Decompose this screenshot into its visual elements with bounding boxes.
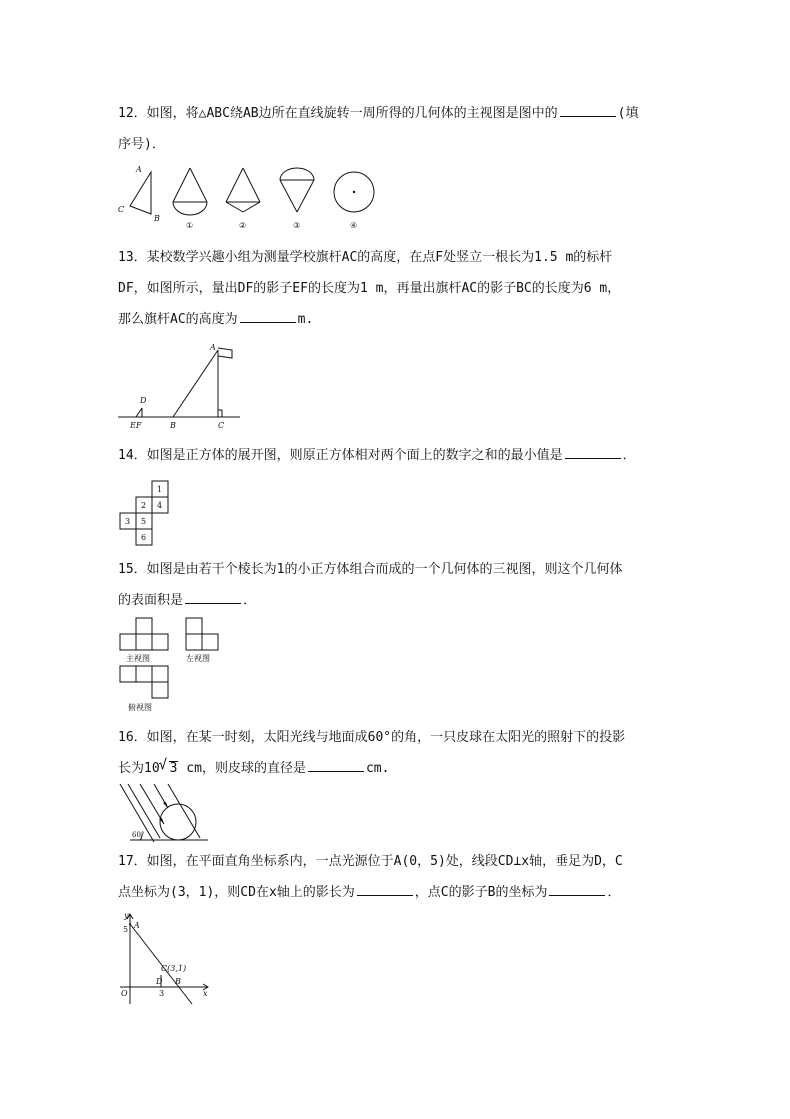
svg-text:③: ③ — [293, 221, 301, 230]
svg-text:A: A — [136, 165, 142, 174]
svg-text:6: 6 — [141, 533, 147, 542]
q16-line-1: 16．如图，在某一时刻，太阳光线与地面成60°的角，一只皮球在太阳光的照射下的投影 — [118, 730, 626, 745]
svg-text:C(3,1): C(3,1) — [161, 964, 187, 973]
left-view — [186, 618, 218, 650]
q12-line-1: 12．如图，将△ABC绕AB边所在直线旋转一周所得的几何体的主视图是图中的 (填 — [118, 106, 639, 121]
q15-line-2: 的表面积是 ． — [118, 593, 257, 608]
answer-blank[interactable] — [549, 883, 605, 896]
sqrt-symbol: √ 3 — [160, 753, 179, 784]
svg-text:x: x — [203, 989, 208, 998]
svg-text:B: B — [170, 421, 176, 430]
option-2-double-cone — [226, 168, 260, 212]
question-16 — [118, 722, 678, 784]
q13-line-3: 那么旗杆AC的高度为 m. — [118, 312, 314, 327]
svg-text:①: ① — [186, 221, 194, 230]
svg-text:俯视图: 俯视图 — [128, 703, 152, 712]
svg-text:C: C — [118, 205, 125, 214]
svg-text:3: 3 — [159, 989, 165, 998]
question-13 — [118, 242, 678, 335]
option-3-hemisphere-cone — [280, 168, 314, 212]
svg-text:D: D — [140, 396, 147, 405]
svg-text:A: A — [210, 343, 216, 352]
q15-three-views — [116, 616, 226, 716]
answer-blank[interactable] — [560, 104, 616, 117]
q13-line-1: 13．某校数学兴趣小组为测量学校旗杆AC的高度，在点F处竖立一根长为1.5 m的标杆 — [118, 250, 613, 265]
svg-text:左视图: 左视图 — [186, 654, 210, 663]
question-14 — [118, 440, 678, 471]
svg-text:O: O — [121, 989, 128, 998]
front-view — [120, 618, 168, 650]
svg-text:5: 5 — [123, 925, 129, 934]
svg-text:B: B — [175, 977, 181, 986]
svg-text:A: A — [134, 921, 140, 930]
svg-text:主视图: 主视图 — [126, 654, 150, 663]
answer-blank[interactable] — [357, 883, 413, 896]
svg-text:1: 1 — [157, 485, 163, 494]
svg-text:D: D — [156, 977, 163, 986]
svg-text:B: B — [154, 214, 160, 223]
question-12 — [118, 98, 678, 160]
question-15 — [118, 554, 678, 616]
svg-text:EF: EF — [130, 421, 142, 430]
question-17 — [118, 846, 678, 908]
svg-text:5: 5 — [141, 517, 147, 526]
q15-line-1: 15．如图是由若干个棱长为1的小正方体组合而成的一个几何体的三视图，则这个几何体 — [118, 562, 623, 577]
svg-text:y: y — [124, 911, 129, 920]
q12-line-2: 序号)． — [118, 137, 165, 152]
q14-cube-net — [116, 478, 172, 546]
answer-blank[interactable] — [308, 759, 364, 772]
q12-figure — [116, 162, 376, 230]
q16-line-2: 长为10√ 3 cm，则皮球的直径是 cm. — [118, 753, 678, 784]
svg-text:60°: 60° — [132, 831, 145, 839]
q17-line-2: 点坐标为(3，1)，则CD在x轴上的影长为 ，点C的影子B的坐标为 ． — [118, 885, 621, 900]
top-view — [120, 666, 168, 698]
svg-text:②: ② — [239, 221, 247, 230]
answer-blank[interactable] — [185, 591, 241, 604]
q13-line-2: DF，如图所示，量出DF的影子EF的长度为1 m，再量出旗杆AC的影子BC的长度为6 m， — [118, 281, 621, 296]
q16-figure — [118, 782, 212, 844]
q14-line-1: 14．如图是正方体的展开图，则原正方体相对两个面上的数字之和的最小值是 ． — [118, 448, 636, 463]
svg-text:C: C — [218, 421, 225, 430]
answer-blank[interactable] — [565, 446, 621, 459]
answer-blank[interactable] — [240, 310, 296, 323]
svg-text:3: 3 — [125, 517, 131, 526]
svg-text:4: 4 — [157, 501, 163, 510]
option-1-cone-hemisphere — [173, 168, 207, 215]
q17-coordinate-figure — [116, 910, 212, 1006]
svg-text:④: ④ — [350, 221, 358, 230]
q13-figure — [118, 340, 244, 432]
q17-line-1: 17．如图，在平面直角坐标系内，一点光源位于A(0，5)处，线段CD⊥x轴，垂足为D，C — [118, 854, 623, 869]
svg-text:2: 2 — [141, 501, 147, 510]
